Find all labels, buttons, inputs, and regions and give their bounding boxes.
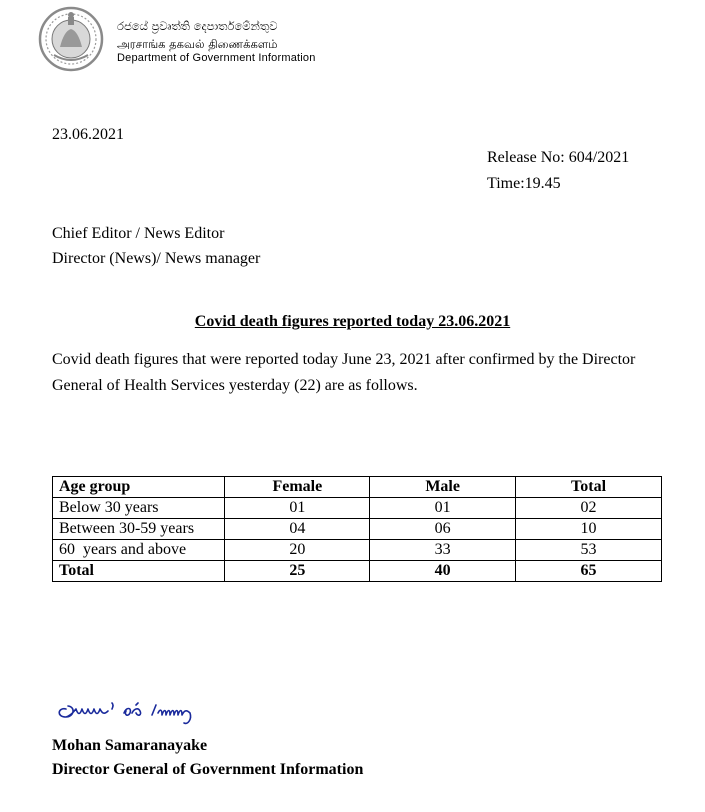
cell-total: 10 <box>516 519 662 540</box>
addressee-line-1: Chief Editor / News Editor <box>52 225 225 242</box>
letterhead-tamil: அரசாங்க தகவல் திணைக்களம் <box>117 37 278 51</box>
document-heading: Covid death figures reported today 23.06.2021 <box>194 313 511 330</box>
letterhead-sinhala: රජයේ ප්‍රවෘත්ති දෙපාර්තමේන්තුව <box>117 19 278 33</box>
cell-male: 06 <box>370 519 516 540</box>
handwritten-signature <box>52 693 238 727</box>
release-time: Time:19.45 <box>487 175 561 192</box>
cell-female: 01 <box>225 498 370 519</box>
header-total: Total <box>516 477 662 498</box>
cell-male: 01 <box>370 498 516 519</box>
signatory-title: Director General of Government Information <box>52 761 364 778</box>
table-total-row <box>53 561 662 582</box>
cell-total: 02 <box>516 498 662 519</box>
cell-total-label: Total <box>53 561 225 582</box>
body-paragraph: Covid death figures that were reported today June 23, 2021 after confirmed by the Director General of Health Services yesterday (22) are as follows. <box>52 351 636 394</box>
cell-female: 04 <box>225 519 370 540</box>
header-age-group: Age group <box>53 477 225 498</box>
cell-female: 20 <box>225 540 370 561</box>
cell-age-group: Below 30 years <box>53 498 225 519</box>
sri-lanka-emblem-icon <box>38 5 104 73</box>
signatory-name: Mohan Samaranayake <box>52 737 208 754</box>
cell-total-female: 25 <box>225 561 370 582</box>
table-header-row <box>53 477 662 498</box>
letterhead-english: Department of Government Information <box>117 52 316 64</box>
cell-total-overall: 65 <box>516 561 662 582</box>
release-number: Release No: 604/2021 <box>487 149 630 166</box>
release-date: 23.06.2021 <box>52 126 124 143</box>
cell-age-group: Between 30-59 years <box>53 519 225 540</box>
death-figures-table <box>52 476 662 582</box>
header-male: Male <box>370 477 516 498</box>
cell-age-group: 60 years and above <box>53 540 225 561</box>
table-row <box>53 519 662 540</box>
table-row <box>53 498 662 519</box>
table-row <box>53 540 662 561</box>
cell-male: 33 <box>370 540 516 561</box>
addressee-line-2: Director (News)/ News manager <box>52 250 261 267</box>
cell-total-male: 40 <box>370 561 516 582</box>
header-female: Female <box>225 477 370 498</box>
cell-total: 53 <box>516 540 662 561</box>
